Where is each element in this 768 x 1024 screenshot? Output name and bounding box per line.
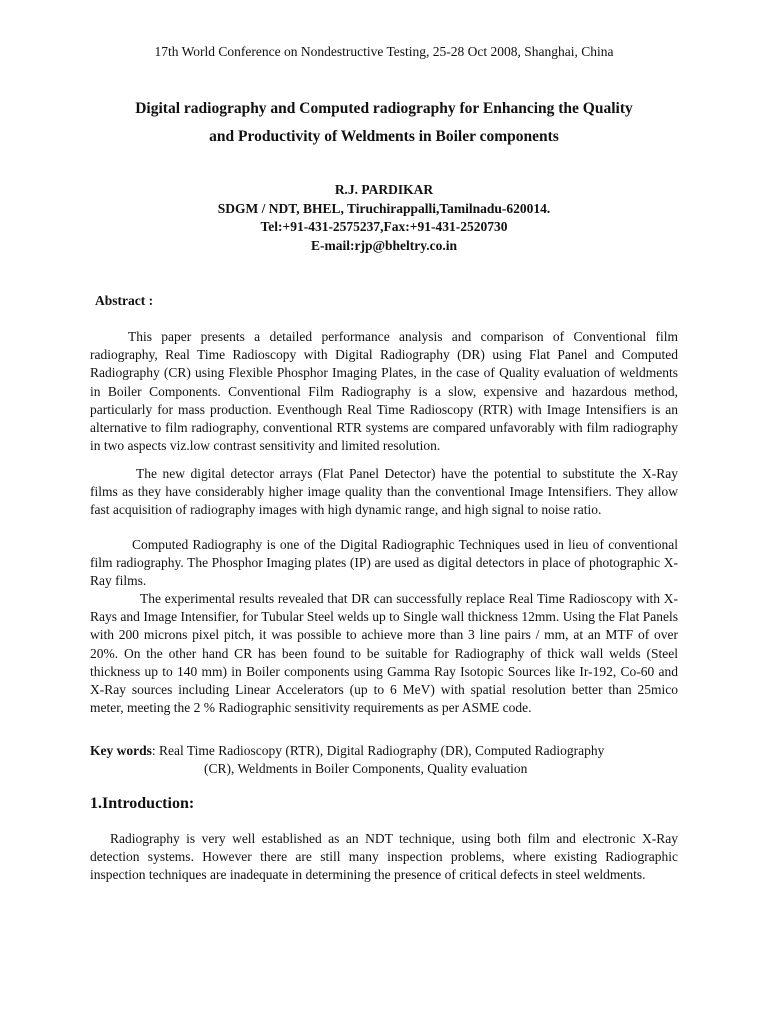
title-line-1: Digital radiography and Computed radiography for Enhancing the Quality xyxy=(135,100,633,117)
abstract-paragraph-3: Computed Radiography is one of the Digital Radiographic Techniques used in lieu of conventional film radiography. The Phosphor Imaging plates (IP) are used as digital detectors in place of photographic X-Ray films. xyxy=(90,537,678,589)
paper-title xyxy=(0,95,768,151)
abstract-paragraph-4: The experimental results revealed that DR can successfully replace Real Time Radioscopy with X-Rays and Image Intensifier, for Tubular Steel welds up to Single wall thickness 12mm. Using the Flat Panels with 200 microns pixel pitch, it was possible to achieve more than 3 line pairs / mm, at an MTF of over 20%. On the other hand CR has been found to be suitable for Radiography of thick wall welds (Steel thickness up to 140 mm) in Boiler components using Gamma Ray Isotopic Sources like Ir-192, Co-60 and X-Ray sources including Linear Accelerators (up to 6 MeV) with spatial resolution better than 25mico meter, meeting the 2 % Radiographic sensitivity requirements as per ASME code. xyxy=(90,591,678,716)
author-name: R.J. PARDIKAR xyxy=(334,182,434,197)
keywords-block xyxy=(90,742,680,778)
keywords-label: Key words xyxy=(90,743,152,758)
author-affiliation: SDGM / NDT, BHEL, Tiruchirappalli,Tamilnadu-620014. xyxy=(217,200,551,216)
keywords-line-2: (CR), Weldments in Boiler Components, Quality evaluation xyxy=(204,761,528,777)
title-line-2: and Productivity of Weldments in Boiler components xyxy=(209,128,559,145)
conference-header: 17th World Conference on Nondestructive Testing, 25-28 Oct 2008, Shanghai, China xyxy=(154,44,614,59)
abstract-paragraph-2: The new digital detector arrays (Flat Panel Detector) have the potential to substitute the X-Ray films as they have considerably higher image quality than the conventional Image Intensifiers. They allow fast acquisition of radiography images with high dynamic range, and high signal to noise ratio. xyxy=(90,466,678,518)
abstract-paragraph-1: This paper presents a detailed performance analysis and comparison of Conventional film radiography, Real Time Radioscopy with Digital Radiography (DR) using Flat Panel and Computed Radiography (CR) using Flexible Phosphor Imaging Plates, in the case of Quality evaluation of weldments in Boiler Components. Conventional Film Radiography is a slow, expensive and hazardous method, particularly for mass production. Eventhough Real Time Radioscopy (RTR) with Image Intensifiers is an alternative to film radiography, conventional RTR systems are compared unfavorably with film radiography in two aspects viz.low contrast sensitivity and limited resolution. xyxy=(90,329,678,454)
introduction-paragraph-1: Radiography is very well established as an NDT technique, using both film and electronic X-Ray detection systems. However there are still many inspection problems, where existing Radiographic inspection techniques are inadequate in determining the presence of critical defects in steel weldments. xyxy=(90,831,678,883)
author-email: E-mail:rjp@bheltry.co.in xyxy=(310,237,458,253)
author-block xyxy=(0,181,768,255)
abstract-heading: Abstract : xyxy=(95,293,154,308)
keywords-text-1: : Real Time Radioscopy (RTR), Digital Radiography (DR), Computed Radiography xyxy=(151,743,605,758)
author-phone: Tel:+91-431-2575237,Fax:+91-431-2520730 xyxy=(260,219,508,234)
keywords-line-1 xyxy=(90,742,680,760)
introduction-heading: 1.Introduction: xyxy=(90,795,195,812)
